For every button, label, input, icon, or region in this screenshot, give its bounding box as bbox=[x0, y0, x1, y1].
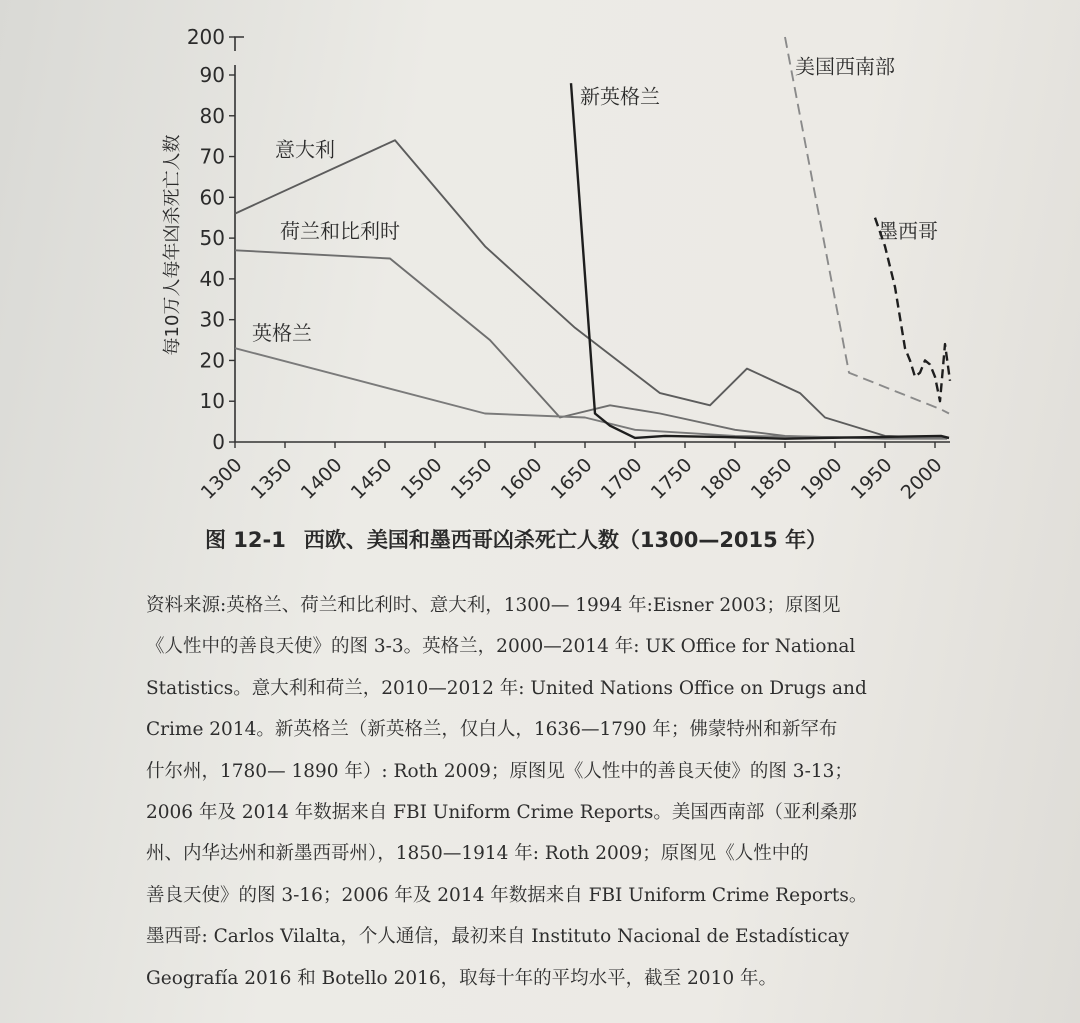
figure-title: 西欧、美国和墨西哥凶杀死亡人数（1300—2015 年） bbox=[303, 528, 828, 552]
series-label: 美国西南部 bbox=[795, 54, 895, 79]
source-line: 善良天使》的图 3-16；2006 年及 2014 年数据来自 FBI Uniform Crime Reports。 bbox=[146, 884, 868, 906]
y-tick-label: 80 bbox=[199, 103, 225, 128]
x-tick-label: 1700 bbox=[596, 453, 647, 504]
y-axis-break bbox=[235, 37, 244, 51]
y-tick-label: 20 bbox=[199, 348, 225, 373]
y-tick-label: 10 bbox=[199, 389, 225, 414]
source-line: 州、内华达州和新墨西哥州），1850—1914 年: Roth 2009；原图见《人性中的 bbox=[146, 843, 809, 865]
x-tick-label: 1650 bbox=[546, 453, 597, 504]
y-tick-label: 90 bbox=[199, 63, 225, 87]
series-label: 英格兰 bbox=[252, 321, 312, 346]
x-tick-label: 1850 bbox=[746, 453, 797, 504]
figure-caption bbox=[205, 524, 925, 554]
series-label: 新英格兰 bbox=[580, 84, 660, 109]
x-tick-label: 1950 bbox=[846, 453, 897, 504]
series-line bbox=[235, 137, 947, 438]
y-tick-label: 60 bbox=[199, 185, 225, 210]
source-notes bbox=[146, 585, 954, 999]
x-tick-label: 1900 bbox=[796, 453, 847, 504]
y-tick-label: 30 bbox=[199, 307, 225, 332]
series-label: 荷兰和比利时 bbox=[280, 219, 400, 244]
source-line: Crime 2014。新英格兰（新英格兰，仅白人，1636—1790 年；佛蒙特州和新罕布 bbox=[146, 719, 838, 741]
series-line bbox=[875, 218, 950, 402]
y-tick-label: 50 bbox=[199, 226, 225, 251]
x-tick-label: 1400 bbox=[296, 453, 347, 504]
y-tick-label: 40 bbox=[199, 266, 225, 291]
source-line: 资料来源:英格兰、荷兰和比利时、意大利，1300— 1994 年:Eisner 2003；原图见 bbox=[146, 595, 841, 616]
y-tick-label: 70 bbox=[199, 144, 225, 169]
chart-series-labels bbox=[252, 55, 938, 345]
x-tick-label: 1800 bbox=[696, 453, 747, 504]
source-line: 什尔州，1780— 1890 年）: Roth 2009；原图见《人性中的善良天使》的图 3-13； bbox=[146, 760, 853, 782]
x-tick-label: 2000 bbox=[896, 453, 947, 504]
series-line bbox=[571, 83, 949, 439]
source-line: Statistics。意大利和荷兰，2010—2012 年: United Nations Office on Drugs and bbox=[146, 677, 867, 699]
x-tick-label: 1350 bbox=[246, 453, 297, 504]
source-line: Geografía 2016 和 Botello 2016，取每十年的平均水平，截至 2010 年。 bbox=[146, 967, 777, 989]
x-tick-label: 1450 bbox=[346, 453, 397, 504]
source-line: 2006 年及 2014 年数据来自 FBI Uniform Crime Reports。美国西南部（亚利桑那 bbox=[146, 802, 857, 824]
y-tick-label: 0 bbox=[212, 430, 225, 454]
source-line: 墨西哥: Carlos Vilalta，个人通信，最初来自 Instituto Nacional de Estadísticay bbox=[146, 926, 850, 948]
series-label: 墨西哥 bbox=[878, 219, 938, 244]
x-tick-label: 1300 bbox=[196, 453, 247, 504]
source-line: 《人性中的善良天使》的图 3-3。英格兰，2000—2014 年: UK Office for National bbox=[146, 636, 856, 658]
y-axis-label: 每10万人每年凶杀死亡人数 bbox=[162, 134, 183, 356]
y-tick-label: 200 bbox=[186, 25, 225, 49]
series-label: 意大利 bbox=[275, 137, 335, 162]
chart-axes bbox=[187, 25, 950, 504]
x-tick-label: 1500 bbox=[396, 453, 447, 504]
x-tick-label: 1750 bbox=[646, 453, 697, 504]
x-tick-label: 1550 bbox=[446, 453, 497, 504]
x-tick-label: 1600 bbox=[496, 453, 547, 504]
figure-number: 图 12-1 bbox=[205, 528, 286, 552]
